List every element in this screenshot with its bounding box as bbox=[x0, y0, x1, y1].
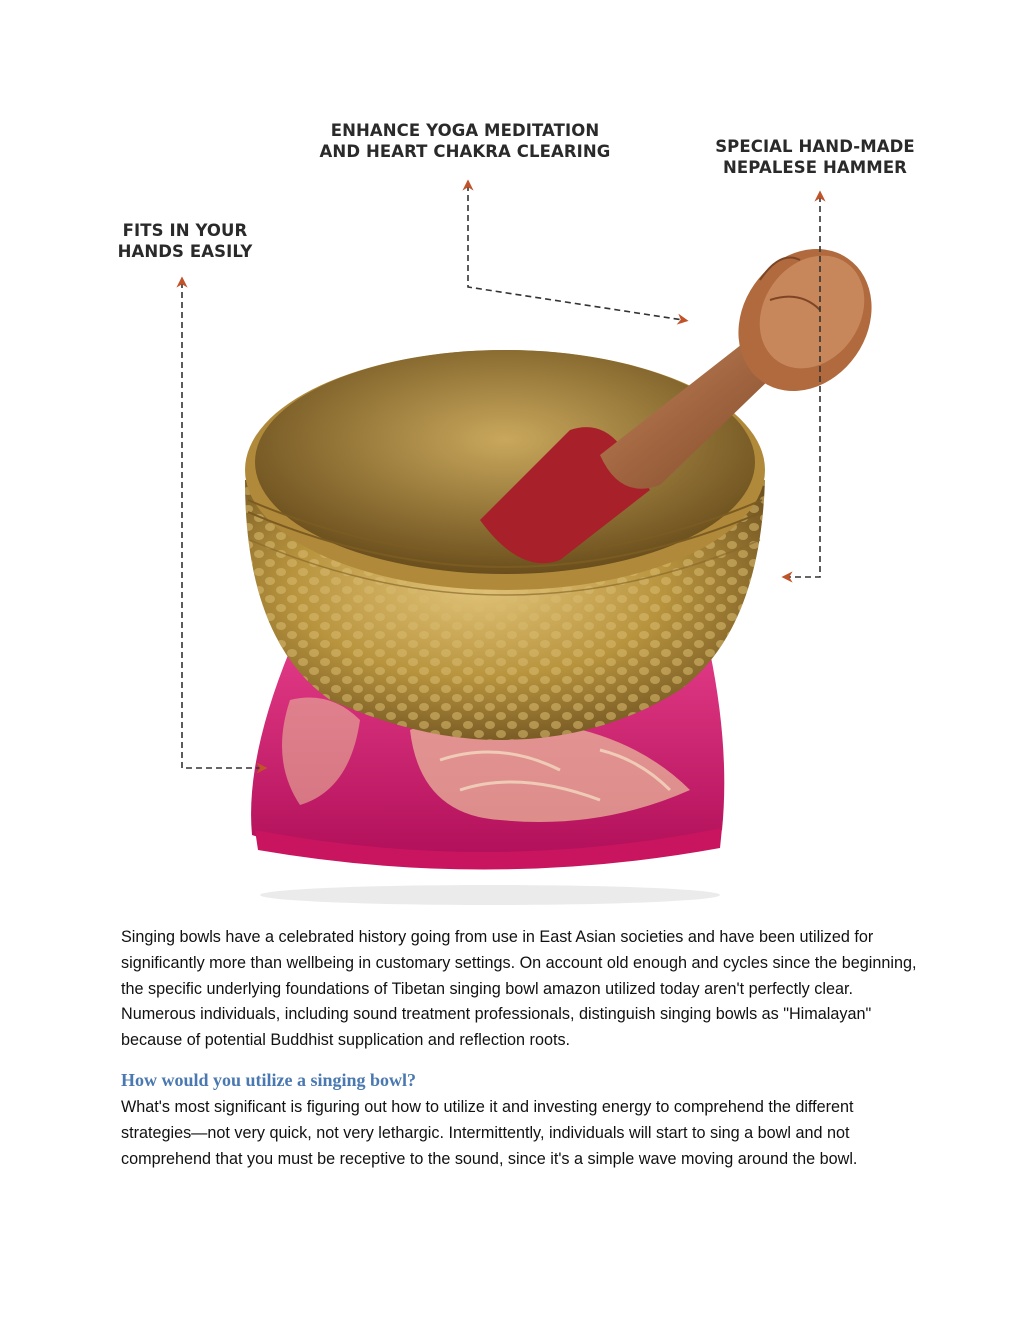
callout-yoga-line-2: AND HEART CHAKRA CLEARING bbox=[319, 142, 611, 161]
callout-hands-line-2: HANDS EASILY bbox=[117, 242, 253, 261]
callout-hammer-line-1: SPECIAL HAND-MADE bbox=[715, 137, 915, 156]
usage-paragraph: What's most significant is figuring out how to utilize it and investing energy to comprehend the different strategies—not very quick, not very lethargic. Intermittently, individuals will start to sing a bowl and not comprehend that you must be receptive to the sound, since it's a simple wave moving around the bowl. bbox=[121, 1098, 858, 1168]
callout-hammer-line-2: NEPALESE HAMMER bbox=[722, 158, 907, 177]
callout-fits-in-hands bbox=[105, 220, 265, 262]
callout-hand-made-hammer bbox=[700, 136, 930, 178]
callout-yoga-line-1: ENHANCE YOGA MEDITATION bbox=[330, 121, 600, 140]
callout-yoga-meditation bbox=[300, 120, 630, 162]
callout-hands-line-1: FITS IN YOUR bbox=[122, 221, 248, 240]
intro-paragraph: Singing bowls have a celebrated history going from use in East Asian societies and have been utilized for significantly more than wellbeing in customary settings. On account old enough and cycles since the beginning, the specific underlying foundations of Tibetan singing bowl amazon utilized today aren't perfectly clear. Numerous individuals, including sound treatment professionals, distinguish singing bowls as "Himalayan" because of potential Buddhist supplication and reflection roots. bbox=[121, 928, 917, 1050]
floor-shadow bbox=[260, 885, 720, 905]
section-heading: How would you utilize a singing bowl? bbox=[121, 1070, 417, 1090]
